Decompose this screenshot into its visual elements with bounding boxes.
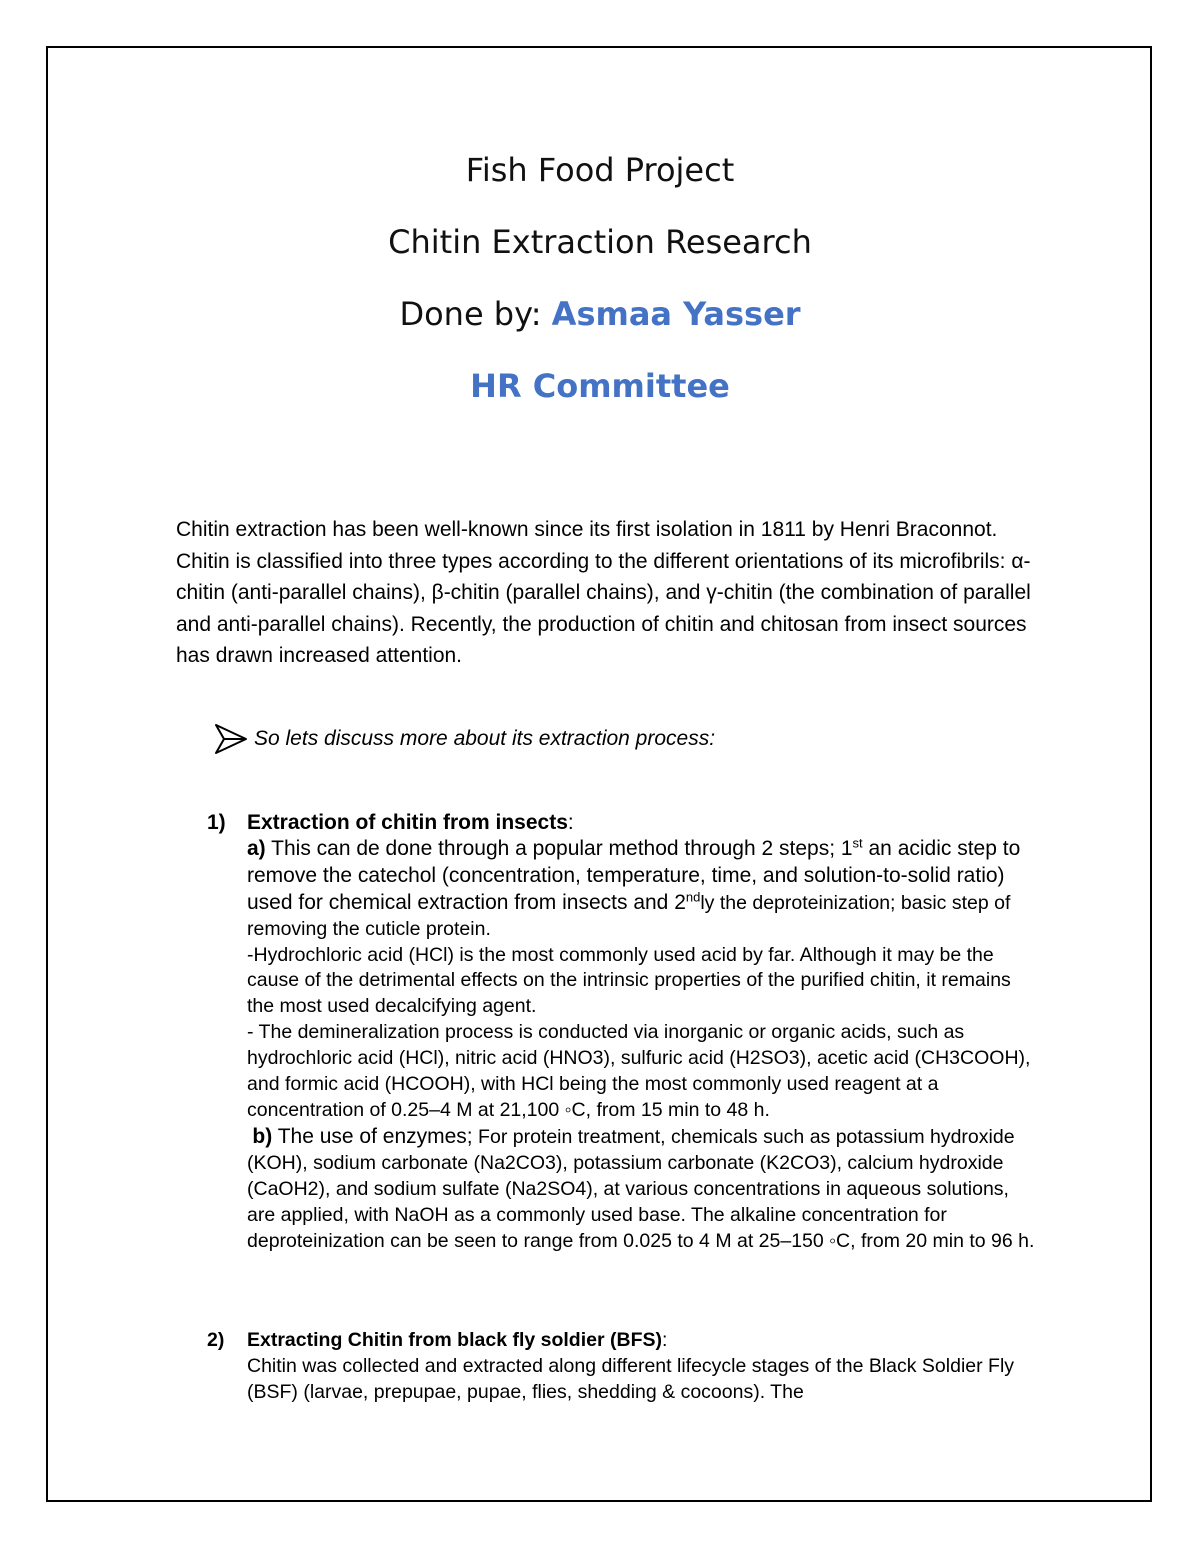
section-1-colon: :: [567, 811, 574, 834]
superscript-st: st: [852, 835, 863, 851]
intro-paragraph-block: [176, 514, 1036, 672]
section-2: [207, 1328, 1037, 1406]
superscript-nd: nd: [685, 889, 701, 905]
section-2-colon: :: [661, 1329, 668, 1351]
part-b-lead: The use of enzymes;: [272, 1124, 473, 1148]
arrow-bullet-icon: [214, 723, 248, 755]
part-b-paragraph: b) The use of enzymes; For protein treatment, chemicals such as potassium hydroxide (KOH), sodium carbonate (Na2CO3), potassium carbonate (K2CO3), calcium hydroxide (CaOH2), and sodium sulfate (Na2SO4), at various concentrations in aqueous solutions, are applied, with NaOH as a commonly used base. The alkaline concentration for deproteinization can be seen to range from 0.025 to 4 M at 25–150 ◦C, from 20 min to 96 h.: [247, 1124, 1035, 1252]
section-2-heading: [207, 1328, 1037, 1354]
demineralization-paragraph: - The demineralization process is conducted via inorganic or organic acids, such as hydrochloric acid (HCl), nitric acid (HNO3), sulfuric acid (H2SO3), acetic acid (CH3COOH), and formic acid (HCOOH), with HCl being the most commonly used reagent at a concentration of 0.25–4 M at 21,100 ◦C, from 15 min to 48 h.: [247, 1021, 1031, 1121]
author-prefix: Done by:: [399, 295, 552, 333]
section-2-title: Extracting Chitin from black fly soldier (BFS): [247, 1329, 662, 1351]
section-2-body: [247, 1354, 1037, 1406]
section-2-paragraph: Chitin was collected and extracted along different lifecycle stages of the Black Soldier Fly (BSF) (larvae, prepupae, pupae, flies, shedding & cocoons). The: [247, 1354, 1015, 1403]
section-1-heading: [207, 810, 1037, 836]
committee-name: HR Committee: [470, 367, 730, 405]
bullet-text: So lets discuss more about its extraction process:: [254, 727, 716, 750]
author-name: Asmaa Yasser: [551, 295, 801, 333]
hcl-paragraph: -Hydrochloric acid (HCl) is the most commonly used acid by far. Although it may be the cause of the detrimental effects on the intrinsic properties of the purified chitin, it remains the most used decalcifying agent.: [247, 943, 1011, 1018]
intro-paragraph: Chitin extraction has been well-known since its first isolation in 1811 by Henri Braconnot. Chitin is classified into three types according to the different orientations of its microfibrils: α-chitin (anti-parallel chains), β-chitin (parallel chains), and γ-chitin (the combination of parallel and anti-parallel chains). Recently, the production of chitin and chitosan from insect sources has drawn increased attention.: [176, 518, 1031, 667]
part-a-paragraph: a) This can de done through a popular method through 2 steps; 1st an acidic step to remove the catechol (concentration, temperature, time, and solution-to-solid ratio) used for chemical extraction from insects and 2ndly the deproteinization; basic step of removing the cuticle protein.: [247, 835, 1021, 940]
section-1-title: Extraction of chitin from insects: [247, 811, 568, 834]
document-subtitle: Chitin Extraction Research: [388, 223, 812, 261]
section-1-number: 1): [207, 811, 226, 834]
section-2-number: 2): [207, 1329, 225, 1351]
document-title: Fish Food Project: [465, 151, 735, 189]
section-1-body: [247, 836, 1037, 1255]
discussion-bullet: [214, 722, 715, 756]
part-b-label: b): [252, 1124, 273, 1148]
page-border: [46, 46, 1152, 1502]
section-1: [207, 810, 1037, 1254]
author-line: [0, 294, 1200, 334]
part-a-label: a): [247, 836, 266, 860]
